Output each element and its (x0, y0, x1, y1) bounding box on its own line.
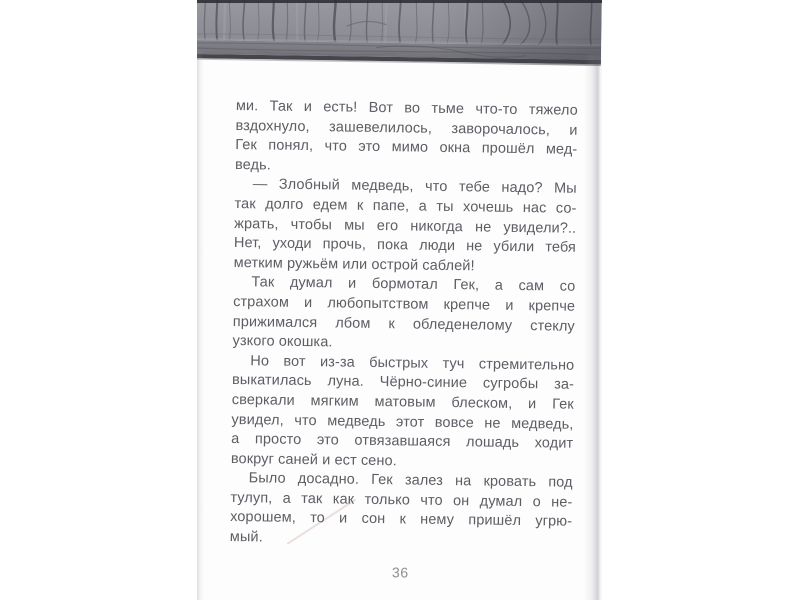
paragraph (234, 175, 577, 278)
text-line: тулуп, а так как только что он думал о не- (230, 489, 573, 511)
text-line: вокруг саней и ест сено. (230, 450, 397, 469)
text-line: жрать, чтобы мы его никогда не увидели?.. (234, 215, 577, 237)
text-line: узкого окошка. (232, 333, 333, 351)
text-line: увидел, что медведь этот вовсе не медведь, (231, 411, 574, 433)
text-line: вздохнуло, зашевелилось, заворочалось, и (235, 117, 578, 139)
text-line: сверкали мягким матовым блеском, и Гек (231, 391, 574, 413)
text-line: Нет, уходи прочь, пока люди не убили тебя (233, 235, 577, 256)
text-line: ми. Так и есть! Вот во тьме что-то тяжело (235, 97, 578, 119)
body-text (229, 97, 578, 582)
text-line: Гек понял, что это мимо окна прошёл мед- (235, 137, 578, 158)
page-left-edge (197, 50, 204, 600)
text-line: а просто это отвязавшаяся лошадь ходит (231, 431, 574, 452)
text-line: так долго едем к папе, а ты хочешь нас со- (234, 195, 577, 217)
paragraph (235, 97, 578, 180)
book-page-photo (197, 0, 602, 600)
page-right-edge (584, 54, 602, 600)
text-line: прижимался лбом к обледенелому стеклу (232, 313, 575, 335)
text-line: ведь. (234, 156, 272, 174)
photo-top-edge (197, 0, 602, 3)
text-line: метким ружьём или острой саблей! (233, 254, 475, 275)
text-line: страхом и любопытством крепче и крепче (233, 293, 576, 315)
text-line: мый. (229, 529, 263, 546)
text-line: — Злобный медведь, что тебе надо? Мы (252, 176, 577, 198)
wood-wall-illustration (197, 0, 602, 74)
paragraph (230, 469, 573, 552)
paragraph (231, 352, 575, 474)
text-line: хорошем, то и сон к нему пришёл угрю- (230, 509, 573, 531)
paragraph (232, 273, 575, 356)
text-line: Но вот из-за быстрых туч стремительно (250, 352, 575, 374)
wood-wall-art (197, 0, 602, 74)
text-line: Было досадно. Гек залез на кровать под (248, 470, 573, 492)
page-number: 36 (391, 564, 409, 581)
text-line: выкатилась луна. Чёрно-синие сугробы за- (231, 372, 575, 394)
text-line: Так думал и бормотал Гек, а сам со (251, 274, 576, 296)
